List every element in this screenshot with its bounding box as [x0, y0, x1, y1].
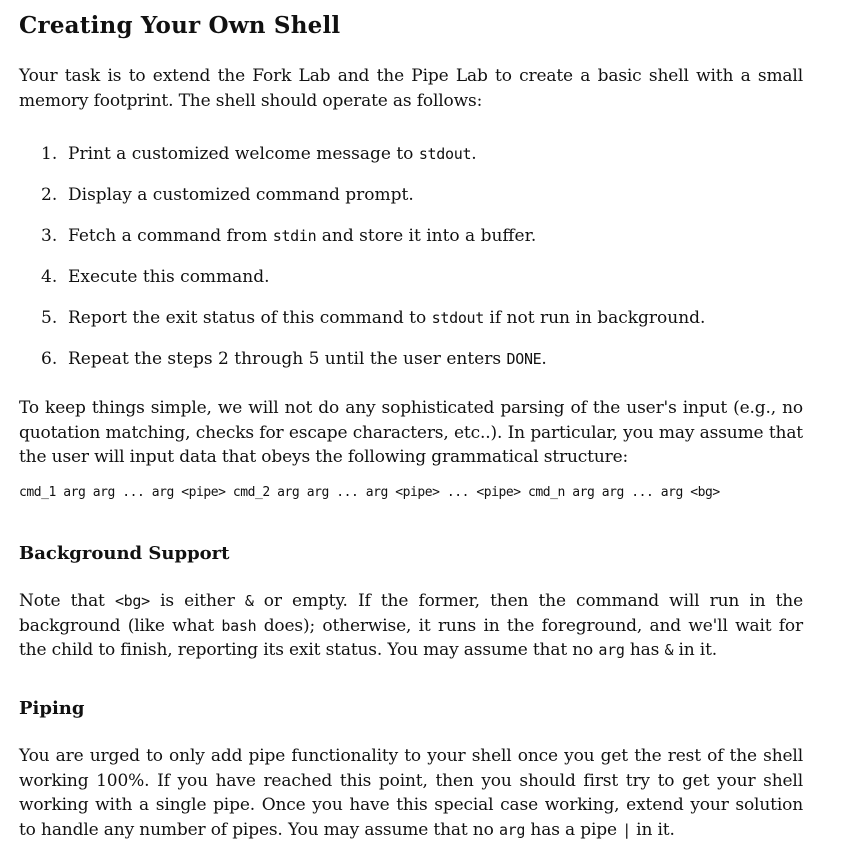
list-item: 6. Repeat the steps 2 through 5 until the user enters DONE.: [41, 349, 547, 369]
code-stdin: stdin: [272, 227, 317, 245]
code-stdout: stdout: [418, 145, 472, 163]
code-stdout: stdout: [431, 309, 485, 327]
code-arg: arg: [498, 820, 526, 839]
list-item: 4. Execute this command.: [41, 267, 270, 287]
piping-heading: Piping: [19, 698, 85, 719]
list-item: 2. Display a customized command prompt.: [41, 185, 414, 205]
list-item: 5. Report the exit status of this command to stdout if not run in background.: [41, 308, 706, 328]
code-bash: bash: [221, 616, 257, 635]
background-paragraph: Note that <bg> is either & or empty. If the former, then the command will run in the background (like what bash does); otherwise, it runs in the foreground, and we'll wait for the child to finish, reporting its exit status. You may assume that no arg has & in it.: [19, 591, 804, 660]
code-pipe: |: [622, 820, 631, 839]
code-ampersand: &: [664, 641, 674, 659]
piping-paragraph: You are urged to only add pipe functionality to your shell once you get the rest of the shell working 100%. If you have reached this point, then you should first try to get your shell working with a single pipe. Once you have this special case working, extend your solution to handle any number of pipes. You may assume that no arg has a pipe | in it.: [19, 746, 803, 840]
simplicity-paragraph: To keep things simple, we will not do any sophisticated parsing of the user's input (e.g., no quotation matching, checks for escape characters, etc..). In particular, you may assume that the user will input data that obeys the following grammatical structure:: [19, 398, 803, 467]
code-arg: arg: [598, 641, 625, 659]
step-number: 4.: [41, 267, 58, 287]
code-ampersand: &: [244, 592, 254, 610]
step-number: 6.: [41, 349, 58, 369]
step-number: 3.: [41, 226, 58, 246]
step-number: 5.: [41, 308, 58, 328]
intro-paragraph: Your task is to extend the Fork Lab and the Pipe Lab to create a basic shell with a small memory footprint. The shell should operate as follows:: [19, 66, 803, 111]
page-title: Creating Your Own Shell: [19, 12, 341, 39]
code-bg: <bg>: [114, 592, 150, 610]
step-number: 2.: [41, 185, 58, 205]
code-done: DONE: [506, 350, 542, 368]
grammar-structure: cmd_1 arg arg ... arg <pipe> cmd_2 arg arg ... arg <pipe> ... <pipe> cmd_n arg arg ... arg <bg>: [19, 485, 720, 500]
list-item: 3. Fetch a command from stdin and store it into a buffer.: [41, 226, 537, 246]
list-item: 1. Print a customized welcome message to stdout.: [41, 144, 477, 164]
background-heading: Background Support: [19, 543, 230, 564]
step-number: 1.: [41, 144, 58, 164]
